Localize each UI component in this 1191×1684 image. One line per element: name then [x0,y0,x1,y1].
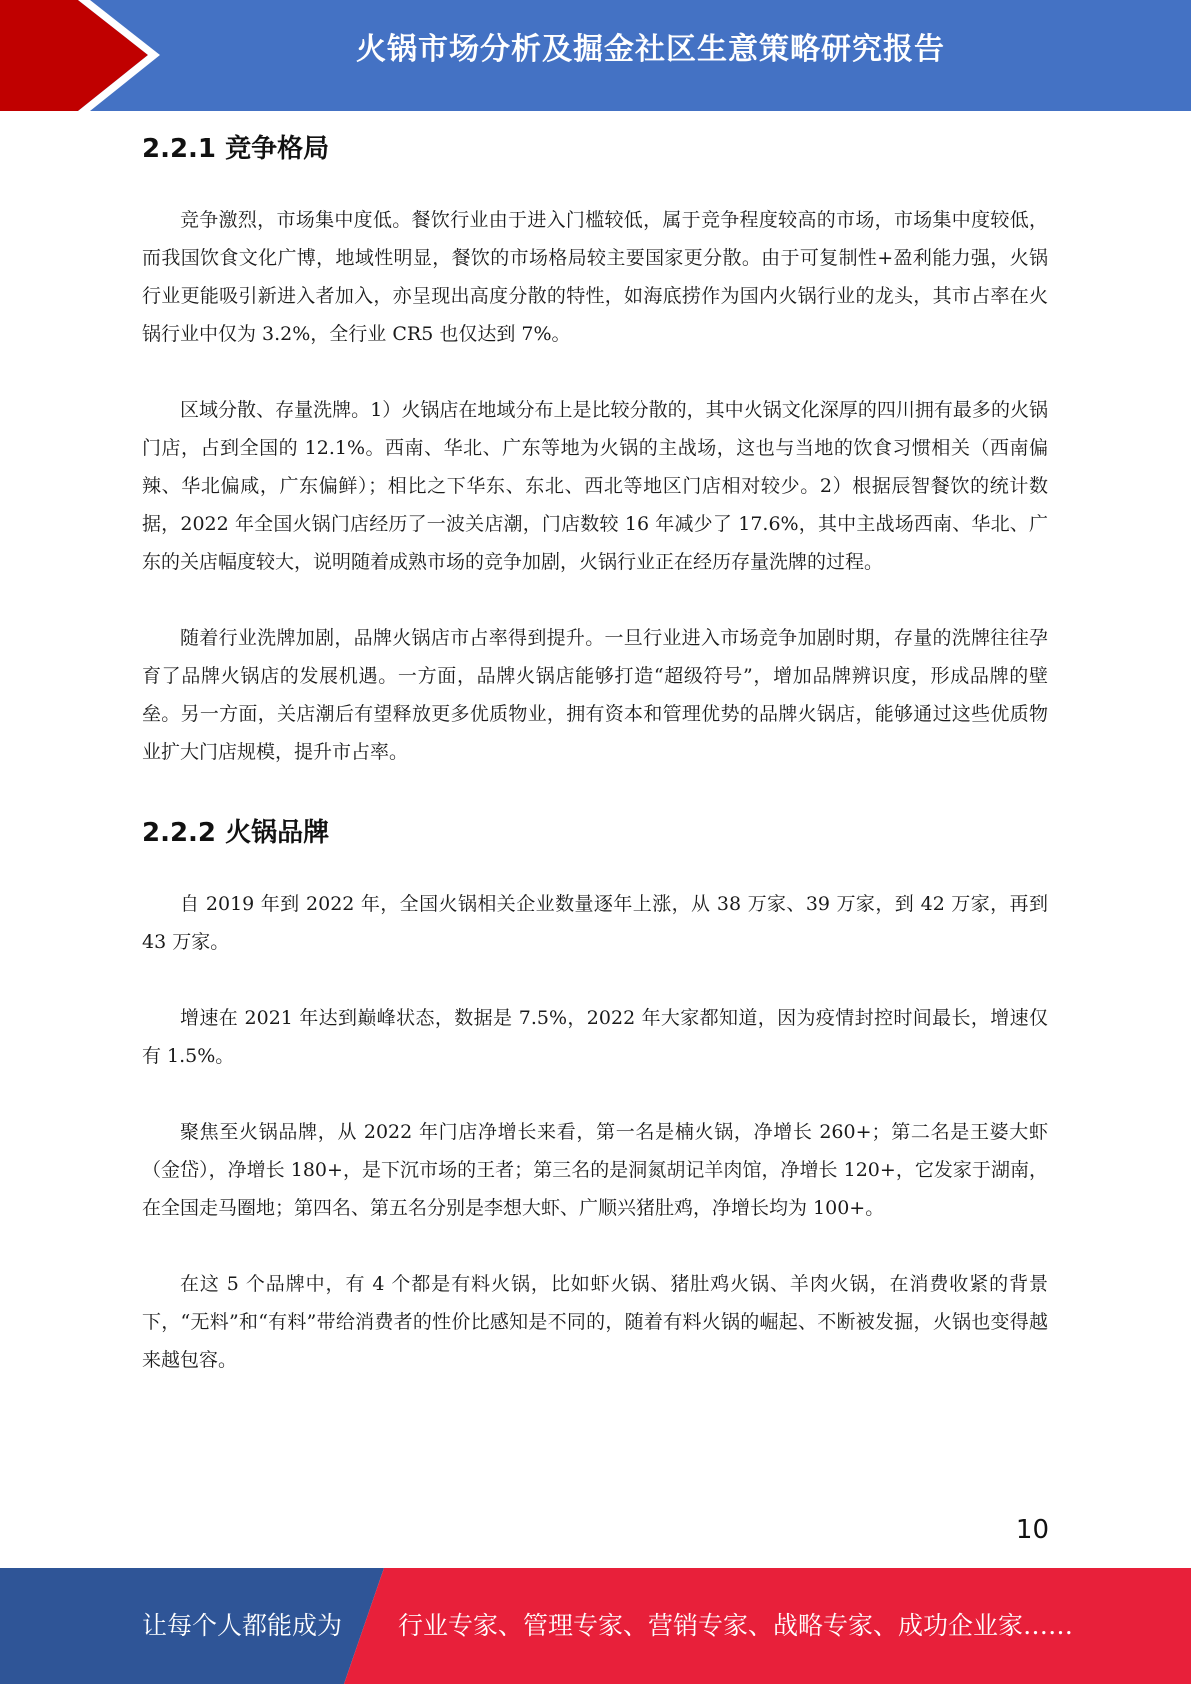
page-content [142,125,1048,1417]
paragraph: 随着行业洗牌加剧，品牌火锅店市占率得到提升。一旦行业进入市场竞争加剧时期，存量的洗牌往往孕育了品牌火锅店的发展机遇。一方面，品牌火锅店能够打造“超级符号”，增加品牌辨识度，形成品牌的壁垒。另一方面，关店潮后有望释放更多优质物业，拥有资本和管理优势的品牌火锅店，能够通过这些优质物业扩大门店规模，提升市占率。 [142,627,1048,763]
header-band [0,0,1191,111]
section-heading-brands: 2.2.2 火锅品牌 [142,818,330,848]
section-heading-competition: 2.2.1 竞争格局 [142,134,330,164]
paragraph: 区域分散、存量洗牌。1）火锅店在地域分布上是比较分散的，其中火锅文化深厚的四川拥有最多的火锅门店，占到全国的 12.1%。西南、华北、广东等地为火锅的主战场，这也与当地的饮食习惯相关（西南偏辣、华北偏咸，广东偏鲜）；相比之下华东、东北、西北等地区门店相对较少。2）根据辰智餐饮的统计数据，2022 年全国火锅门店经历了一波关店潮，门店数较 16 年减少了 17.6%，其中主战场西南、华北、广东的关店幅度较大，说明随着成熟市场的竞争加剧，火锅行业正在经历存量洗牌的过程。 [142,399,1048,573]
paragraph: 在这 5 个品牌中，有 4 个都是有料火锅，比如虾火锅、猪肚鸡火锅、羊肉火锅，在消费收紧的背景下，“无料”和“有料”带给消费者的性价比感知是不同的，随着有料火锅的崛起、不断被发掘，火锅也变得越来越包容。 [142,1273,1048,1371]
paragraph: 竞争激烈，市场集中度低。餐饮行业由于进入门槛较低，属于竞争程度较高的市场，市场集中度较低，而我国饮食文化广博，地域性明显，餐饮的市场格局较主要国家更分散。由于可复制性+盈利能力强，火锅行业更能吸引新进入者加入，亦呈现出高度分散的特性，如海底捞作为国内火锅行业的龙头，其市占率在火锅行业中仅为 3.2%，全行业 CR5 也仅达到 7%。 [142,209,1048,345]
page-number: 10 [1015,1515,1049,1545]
footer-band [0,1568,1191,1684]
paragraph: 聚焦至火锅品牌，从 2022 年门店净增长来看，第一名是楠火锅，净增长 260+；第二名是王婆大虾（金岱），净增长 180+，是下沉市场的王者；第三名的是洞氮胡记羊肉馆，净增长 120+，它发家于湖南，在全国走马圈地；第四名、第五名分别是李想大虾、广顺兴猪肚鸡，净增长均为 100+。 [142,1121,1048,1219]
footer-slogan-left: 让每个人都能成为 [142,1611,343,1640]
paragraph: 自 2019 年到 2022 年，全国火锅相关企业数量逐年上涨，从 38 万家、39 万家，到 42 万家，再到 43 万家。 [142,893,1048,953]
header-red-shape [0,0,148,111]
footer-slogan-right: 行业专家、管理专家、营销专家、战略专家、成功企业家…… [398,1611,1074,1640]
document-title: 火锅市场分析及掘金社区生意策略研究报告 [356,32,945,67]
paragraph: 增速在 2021 年达到巅峰状态，数据是 7.5%，2022 年大家都知道，因为疫情封控时间最长，增速仅有 1.5%。 [142,1007,1048,1067]
